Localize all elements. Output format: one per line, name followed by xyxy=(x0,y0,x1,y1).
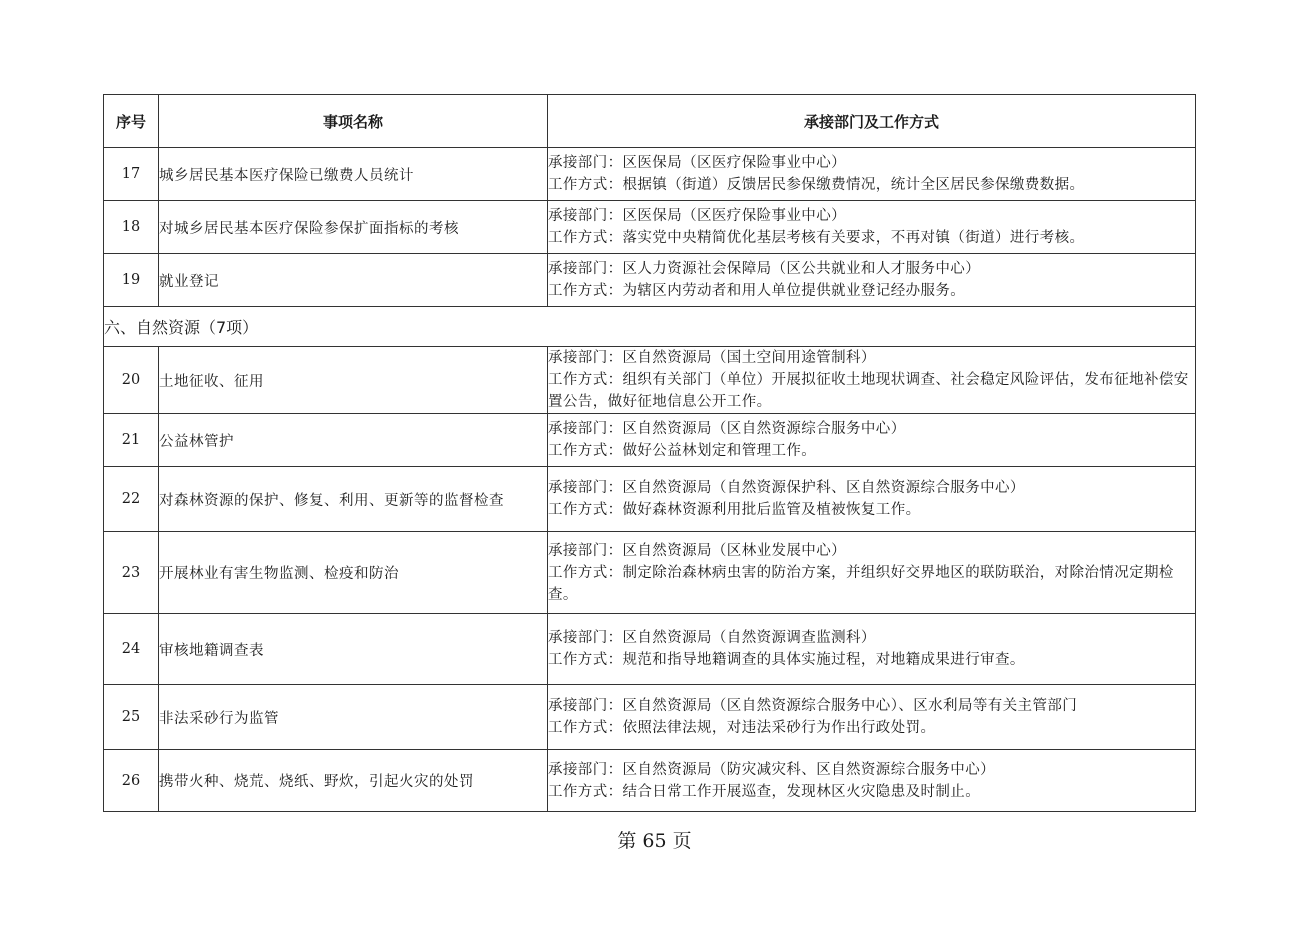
header-name: 事项名称 xyxy=(159,95,548,148)
table-row xyxy=(104,414,1196,467)
table-row xyxy=(104,201,1196,254)
row-name: 非法采砂行为监管 xyxy=(159,685,548,750)
header-seq: 序号 xyxy=(104,95,159,148)
row-dept: 承接部门：区自然资源局（防灾减灾科、区自然资源综合服务中心） xyxy=(548,761,995,778)
row-seq: 18 xyxy=(104,201,159,254)
row-dept-cell xyxy=(548,148,1196,201)
row-dept: 承接部门：区自然资源局（区自然资源综合服务中心）、区水利局等有关主管部门 xyxy=(548,698,1078,714)
row-method: 工作方式：结合日常工作开展巡查，发现林区火灾隐患及时制止。 xyxy=(548,783,981,800)
table-row xyxy=(104,532,1196,614)
table-header-row xyxy=(104,95,1196,148)
header-dept: 承接部门及工作方式 xyxy=(548,95,1196,148)
row-dept: 承接部门：区自然资源局（国土空间用途管制科） xyxy=(548,350,876,366)
row-method: 工作方式：做好森林资源利用批后监管及植被恢复工作。 xyxy=(548,502,921,518)
row-name: 土地征收、征用 xyxy=(159,347,548,414)
row-seq: 17 xyxy=(104,148,159,201)
row-name: 开展林业有害生物监测、检疫和防治 xyxy=(159,532,548,614)
row-method: 工作方式：根据镇（街道）反馈居民参保缴费情况，统计全区居民参保缴费数据。 xyxy=(548,177,1085,193)
row-seq: 22 xyxy=(104,467,159,532)
row-method: 工作方式：制定除治森林病虫害的防治方案，并组织好交界地区的联防联治，对除治情况定期检查。 xyxy=(548,564,1174,603)
row-name: 公益林管护 xyxy=(159,414,548,467)
row-dept: 承接部门：区人力资源社会保障局（区公共就业和人才服务中心） xyxy=(548,261,981,277)
row-dept-cell xyxy=(548,685,1196,750)
row-seq: 26 xyxy=(104,750,159,812)
row-dept: 承接部门：区医保局（区医疗保险事业中心） xyxy=(548,155,846,171)
row-method: 工作方式：落实党中央精简优化基层考核有关要求，不再对镇（街道）进行考核。 xyxy=(548,230,1085,246)
row-name: 对城乡居民基本医疗保险参保扩面指标的考核 xyxy=(159,201,548,254)
row-method: 工作方式：规范和指导地籍调查的具体实施过程，对地籍成果进行审查。 xyxy=(548,652,1025,668)
row-dept-cell xyxy=(548,532,1196,614)
row-name: 对森林资源的保护、修复、利用、更新等的监督检查 xyxy=(159,467,548,532)
section-title: 六、自然资源（7项） xyxy=(104,307,1196,347)
row-dept: 承接部门：区医保局（区医疗保险事业中心） xyxy=(548,208,846,224)
row-dept-cell xyxy=(548,347,1196,414)
row-dept-cell xyxy=(548,750,1196,812)
table-row xyxy=(104,254,1196,307)
row-dept-cell xyxy=(548,614,1196,685)
row-method: 工作方式：做好公益林划定和管理工作。 xyxy=(548,443,817,459)
table-row xyxy=(104,614,1196,685)
row-dept-cell xyxy=(548,414,1196,467)
row-seq: 24 xyxy=(104,614,159,685)
row-dept-cell xyxy=(548,254,1196,307)
table-row xyxy=(104,467,1196,532)
row-name: 就业登记 xyxy=(159,254,548,307)
row-dept: 承接部门：区自然资源局（区林业发展中心） xyxy=(548,542,846,559)
row-seq: 25 xyxy=(104,685,159,750)
table-row xyxy=(104,148,1196,201)
row-name: 审核地籍调查表 xyxy=(159,614,548,685)
items-table xyxy=(103,94,1196,812)
page-number: 第 65 页 xyxy=(617,830,692,852)
row-seq: 21 xyxy=(104,414,159,467)
table-row xyxy=(104,347,1196,414)
row-method: 工作方式：为辖区内劳动者和用人单位提供就业登记经办服务。 xyxy=(548,283,966,299)
row-dept-cell xyxy=(548,201,1196,254)
row-dept: 承接部门：区自然资源局（自然资源调查监测科） xyxy=(548,630,876,646)
row-method: 工作方式：组织有关部门（单位）开展拟征收土地现状调查、社会稳定风险评估，发布征地补偿安置公告，做好征地信息公开工作。 xyxy=(548,372,1189,410)
table-row xyxy=(104,750,1196,812)
row-dept-cell xyxy=(548,467,1196,532)
row-seq: 23 xyxy=(104,532,159,614)
row-seq: 20 xyxy=(104,347,159,414)
row-method: 工作方式：依照法律法规，对违法采砂行为作出行政处罚。 xyxy=(548,720,936,736)
section-row xyxy=(104,307,1196,347)
row-dept: 承接部门：区自然资源局（区自然资源综合服务中心） xyxy=(548,421,906,437)
table-row xyxy=(104,685,1196,750)
row-seq: 19 xyxy=(104,254,159,307)
row-name: 城乡居民基本医疗保险已缴费人员统计 xyxy=(159,148,548,201)
row-dept: 承接部门：区自然资源局（自然资源保护科、区自然资源综合服务中心） xyxy=(548,480,1025,496)
row-name: 携带火种、烧荒、烧纸、野炊，引起火灾的处罚 xyxy=(159,750,548,812)
